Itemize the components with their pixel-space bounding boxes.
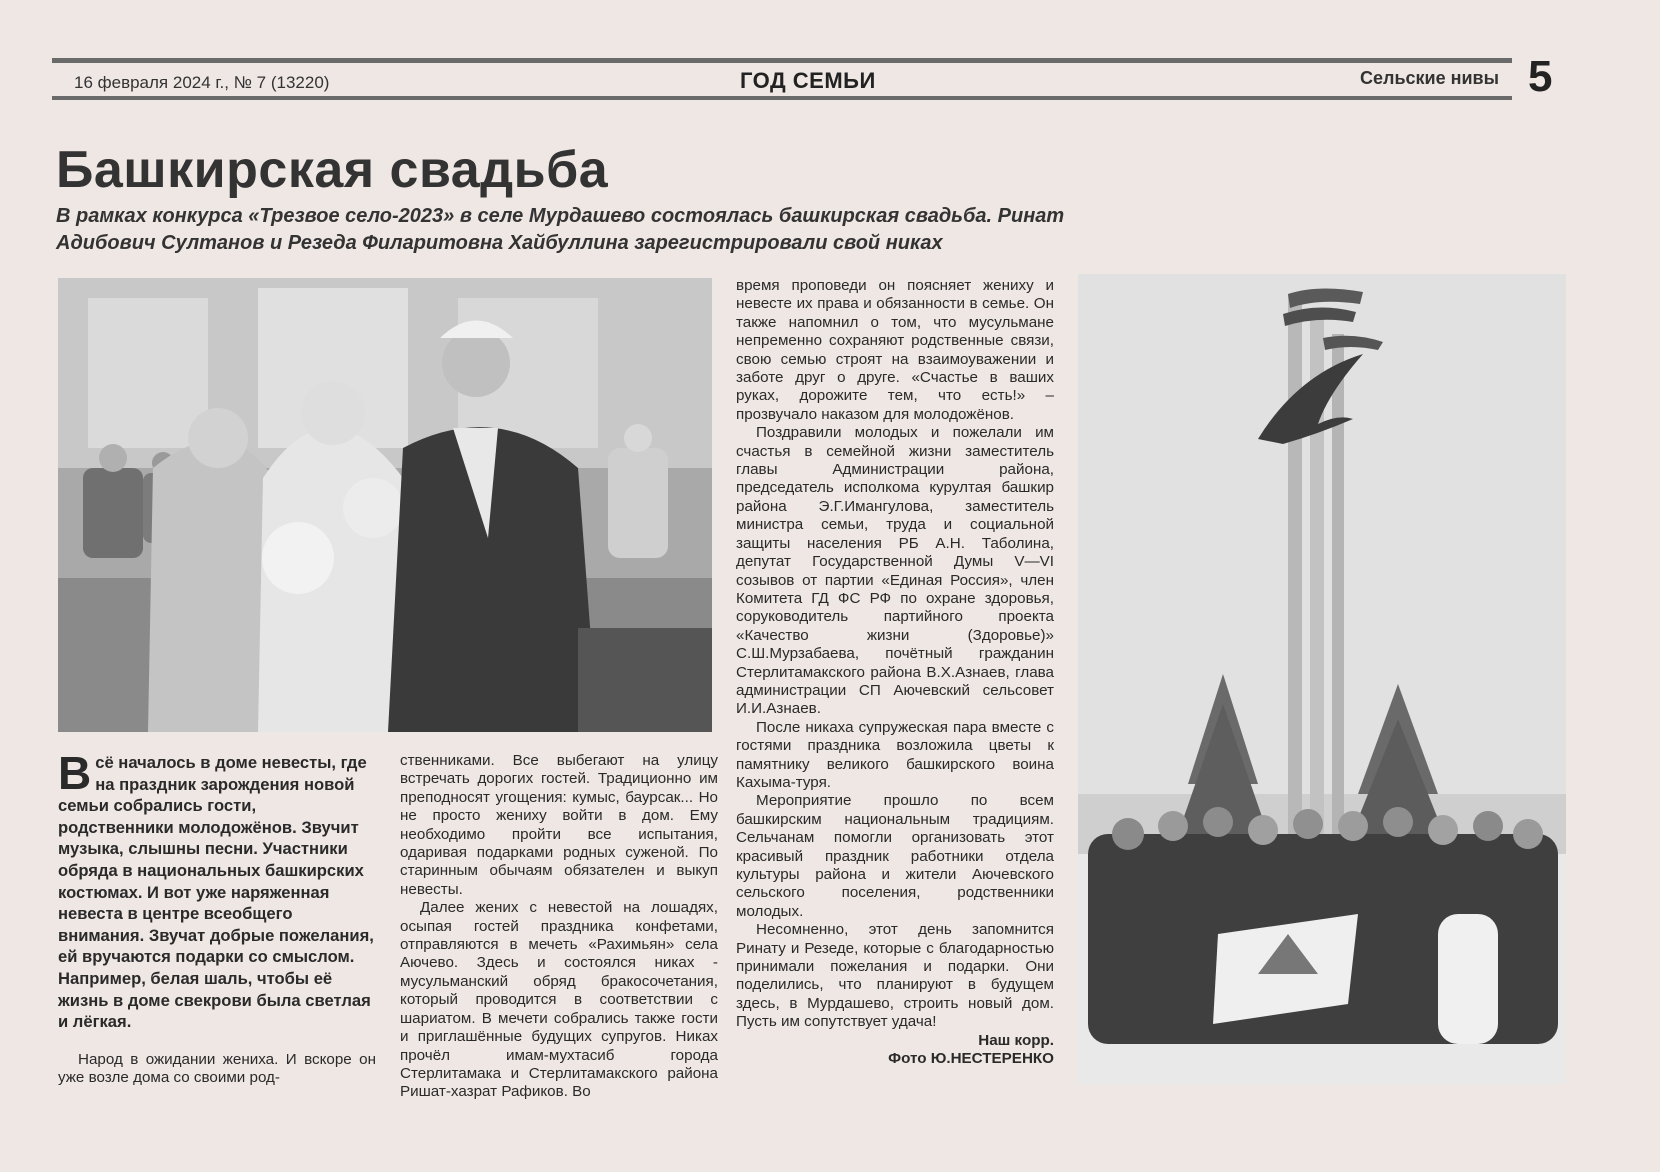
paragraph: Несомненно, этот день запомнится Ринату и Резеде, которые с благодарностью принимали пожелания и подарки. Они поделились, что планируют в будущем здесь, в Мурдашево, строить новый дом. Пусть им сопутствует удача!: [736, 921, 1054, 1031]
paragraph: Далее жених с невестой на лошадях, осыпая гостей праздника конфетами, отправляются в мечеть «Рахимьян» села Аючево. Здесь и состоялся никах - мусульманский обряд бракосочетания, который проводится в соответствии с шариатом. В мечети собрались также гости и приглашённые будущих супругов. Никах прочёл имам-мухтасиб города Стерлитамака и Стерлитамакского района Ришат-хазрат Рафиков. Во: [400, 899, 718, 1101]
header-rule-bottom: [52, 96, 1512, 100]
newspaper-name: Сельские нивы: [1360, 68, 1499, 88]
photo-credit: Фото Ю.НЕСТЕРЕНКО: [888, 1050, 1054, 1068]
paragraph: Поздравили молодых и пожелали им счастья в семейной жизни заместитель главы Администрации района, председатель исполкома курултая башкир района Э.Г.Имангулова, заместитель министра семьи, труда и социальной защиты населения РБ А.Н. Таболина, депутат Государственной Думы V—VI созывов от партии «Единая Россия», член Комитета ГД ФС РФ по охране здоровья, соруководитель партийного проекта «Качество жизни (Здоровье)» С.Ш.Мурзабаева, почётный гражданин Стерлитамакского района В.Х.Азнаев, глава администрации СП Аючевский сельсовет И.И.Азнаев.: [736, 424, 1054, 718]
article-headline: Башкирская свадьба: [56, 141, 609, 199]
wedding-photo: [58, 278, 712, 732]
article-lead: В рамках конкурса «Трезвое село-2023» в селе Мурдашево состоялась башкирская свадьба. Ринат Адибович Султанов и Резеда Филаритовна Хайбуллина зарегистрировали свой никах: [56, 205, 1065, 254]
intro-text: сё началось в доме невесты, где на праздник зарождения новой семьи собрались гости, родственники молодожёнов. Звучит музыка, слышны песни. Участники обряда в национальных башкирских костюмах. И вот уже наряженная невеста в центре всеобщего внимания. Звучат добрые пожелания, ей вручаются подарки со смыслом. Например, белая шаль, чтобы её жизнь в доме свекрови была светлая и лёгкая.: [58, 753, 374, 1032]
paragraph: Мероприятие прошло по всем башкирским национальным традициям. Сельчанам помогли организовать этот красивый праздник работники отдела культуры района и жители Аючевского сельского поселения, родственники молодых.: [736, 792, 1054, 920]
article-intro: [58, 747, 376, 1033]
article-column-2: [400, 752, 718, 1102]
issue-date: 16 февраля 2024 г., № 7 (13220): [74, 73, 330, 92]
page-number: 5: [1528, 52, 1553, 101]
monument-group-photo: [1078, 274, 1566, 1084]
paragraph: После никаха супружеская пара вместе с гостями праздника возложила цветы к памятнику великого башкирского воина Кахыма-туря.: [736, 718, 1054, 791]
paragraph: ственниками. Все выбегают на улицу встречать дорогих гостей. Традиционно им преподносят угощения: кумыс, баурсак... Но не просто жениху войти в дом. Ему необходимо пройти все испытания, одаривая подарками родных суженой. По старинным обычаям обязателен и выкуп невесты.: [400, 752, 718, 898]
author-signature: Наш корр.: [978, 1031, 1054, 1049]
header-rule-top: [52, 58, 1512, 63]
rubric-title: ГОД СЕМЬИ: [740, 68, 876, 93]
paragraph: Народ в ожидании жениха. И вскоре он уже возле дома со своими род-: [58, 1050, 376, 1087]
drop-cap: В: [58, 747, 92, 799]
paragraph: время проповеди он поясняет жениху и невесте их права и обязанности в семье. Он также напомнил о том, что мусульмане непременно сохраняют родственные связи, свою семью строят на взаимоуважении и заботе друг о друге. «Счастье в ваших руках, дорожите тем, что есть!» – прозвучало наказом для молодожёнов.: [736, 277, 1054, 423]
article-column-3: [736, 277, 1054, 1068]
article-column-1: [58, 747, 376, 1088]
